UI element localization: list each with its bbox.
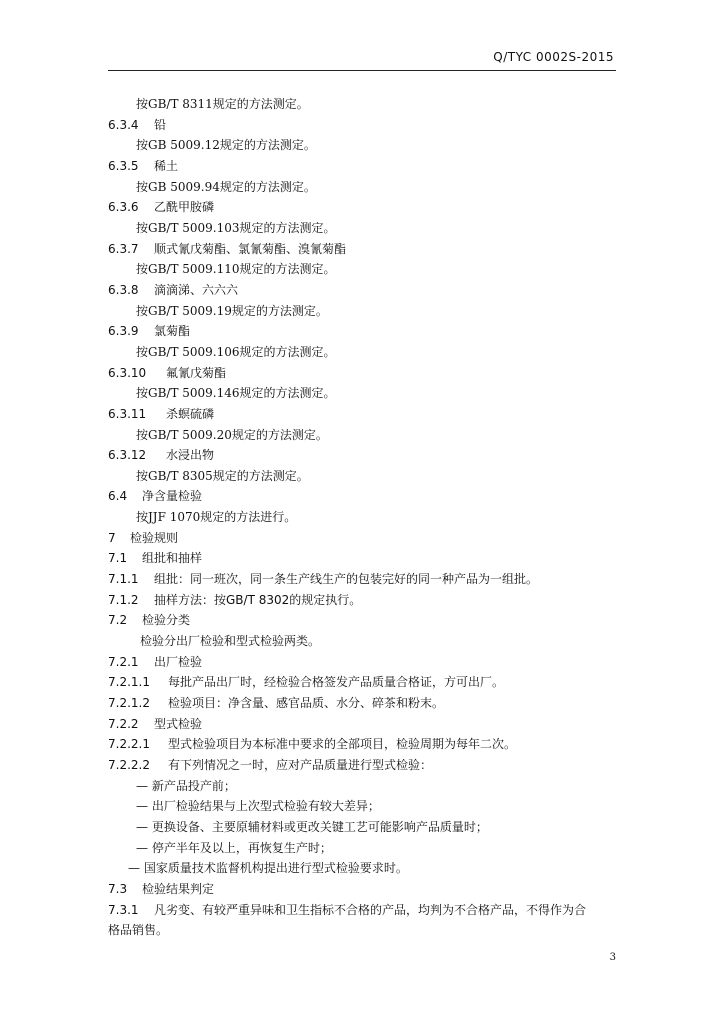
section-number: 7.2.1.2 — [108, 696, 150, 711]
section-title: 每批产品出厂时，经检验合格签发产品质量合格证，方可出厂。 — [168, 675, 505, 690]
section-title: 型式检验 — [154, 716, 203, 731]
body-text — [108, 259, 618, 280]
section-heading — [108, 239, 618, 260]
section-title: 氯菊酯 — [154, 324, 191, 339]
section-number: 7.2 — [108, 613, 128, 628]
body-text — [108, 838, 618, 859]
section-heading — [108, 115, 618, 136]
body-text — [108, 94, 618, 115]
section-heading — [108, 363, 618, 384]
section-heading — [108, 528, 618, 549]
section-title: 顺式氰戊菊酯、氯氰菊酯、溴氰菊酯 — [154, 241, 347, 256]
section-number: 6.3.10 — [108, 365, 147, 380]
paragraph-text: — 停产半年及以上，再恢复生产时； — [136, 840, 332, 855]
section-title: 出厂检验 — [154, 654, 203, 669]
section-title: 铅 — [154, 117, 167, 132]
body-text — [108, 817, 618, 838]
section-title: 滴滴涕、六六六 — [154, 282, 239, 297]
section-number: 7.3.1 — [108, 902, 139, 917]
section-title: 检验规则 — [130, 530, 179, 545]
section-number: 6.3.6 — [108, 200, 139, 215]
section-number: 6.3.7 — [108, 241, 139, 256]
page-header — [0, 0, 724, 80]
section-heading — [108, 610, 618, 631]
section-number: 7.1.2 — [108, 592, 139, 607]
section-title: 凡劣变、有较严重异味和卫生指标不合格的产品，均判为不合格产品，不得作为合 — [154, 902, 587, 917]
section-number: 7.2.2.1 — [108, 737, 150, 752]
section-title: 稀土 — [154, 158, 179, 173]
body-text — [108, 342, 618, 363]
section-number: 7.2.1 — [108, 654, 139, 669]
section-title: 组批和抽样 — [142, 551, 203, 566]
body-text — [108, 920, 618, 941]
section-title: 检验分类 — [142, 613, 191, 628]
paragraph-text: 按JJF 1070规定的方法进行。 — [136, 510, 297, 525]
paragraph-text: 按GB/T 5009.110规定的方法测定。 — [136, 262, 336, 277]
section-title: 检验项目：净含量、感官品质、水分、碎茶和粉末。 — [168, 696, 445, 711]
section-number: 6.4 — [108, 489, 128, 504]
document-body — [108, 94, 618, 941]
section-number: 7 — [108, 530, 116, 545]
section-title: 有下列情况之一时，应对产品质量进行型式检验： — [168, 758, 433, 772]
paragraph-text: 按GB/T 5009.146规定的方法测定。 — [136, 386, 336, 401]
body-text — [108, 383, 618, 404]
section-title: 净含量检验 — [142, 489, 203, 504]
section-title: 型式检验项目为本标准中要求的全部项目，检验周期为每年二次。 — [168, 737, 517, 752]
paragraph-text: — 新产品投产前； — [136, 778, 236, 793]
body-text — [108, 135, 618, 156]
paragraph-text: 按GB/T 8311规定的方法测定。 — [136, 97, 309, 111]
section-heading — [108, 404, 618, 425]
section-heading — [108, 693, 618, 714]
section-heading — [108, 900, 618, 921]
section-number: 6.3.9 — [108, 324, 139, 339]
section-heading — [108, 445, 618, 466]
section-number: 6.3.5 — [108, 158, 139, 173]
section-title: 抽样方法：按GB/T 8302的规定执行。 — [154, 592, 362, 607]
section-heading — [108, 197, 618, 218]
section-heading — [108, 652, 618, 673]
paragraph-text: — 更换设备、主要原辅材料或更改关键工艺可能影响产品质量时； — [136, 819, 488, 834]
section-heading — [108, 548, 618, 569]
paragraph-text: 按GB/T 5009.103规定的方法测定。 — [136, 220, 336, 235]
section-title: 组批：同一班次，同一条生产线生产的包装完好的同一种产品为一组批。 — [154, 572, 539, 587]
body-text — [108, 631, 618, 652]
body-text — [108, 425, 618, 446]
section-heading — [108, 321, 618, 342]
paragraph-text: — 出厂检验结果与上次型式检验有较大差异； — [136, 799, 380, 814]
section-heading — [108, 734, 618, 755]
paragraph-text: 格品销售。 — [108, 923, 169, 938]
section-title: 检验结果判定 — [142, 881, 215, 896]
body-text — [108, 858, 618, 879]
body-text — [108, 466, 618, 487]
section-number: 7.2.1.1 — [108, 675, 150, 690]
body-text — [108, 177, 618, 198]
paragraph-text: 按GB/T 5009.106规定的方法测定。 — [136, 344, 336, 359]
paragraph-text: 按GB 5009.12规定的方法测定。 — [136, 138, 316, 153]
section-heading — [108, 672, 618, 693]
section-heading — [108, 280, 618, 301]
paragraph-text: 按GB/T 5009.19规定的方法测定。 — [136, 303, 328, 318]
section-title: 水浸出物 — [166, 448, 215, 463]
section-number: 6.3.8 — [108, 282, 139, 297]
header-rule — [108, 70, 616, 71]
section-number: 7.2.2.2 — [108, 758, 150, 772]
body-text — [108, 776, 618, 797]
section-number: 7.2.2 — [108, 716, 139, 731]
page-number: 3 — [609, 952, 616, 963]
body-text — [108, 796, 618, 817]
section-title: 氟氰戊菊酯 — [166, 365, 227, 380]
paragraph-text: 按GB/T 5009.20规定的方法测定。 — [136, 427, 328, 442]
section-number: 6.3.4 — [108, 117, 139, 132]
section-number: 6.3.11 — [108, 406, 147, 421]
section-heading — [108, 156, 618, 177]
section-heading — [108, 714, 618, 735]
body-text — [108, 301, 618, 322]
section-heading — [108, 590, 618, 611]
section-title: 杀螟硫磷 — [166, 406, 215, 421]
paragraph-text: 按GB 5009.94规定的方法测定。 — [136, 179, 316, 194]
paragraph-text: 检验分出厂检验和型式检验两类。 — [140, 634, 321, 649]
standard-code: Q/TYC 0002S-2015 — [493, 50, 614, 64]
section-heading — [108, 569, 618, 590]
section-heading — [108, 486, 618, 507]
section-number: 7.1 — [108, 551, 128, 566]
paragraph-text: — 国家质量技术监督机构提出进行型式检验要求时。 — [128, 861, 408, 876]
section-heading — [108, 755, 618, 776]
section-number: 6.3.12 — [108, 448, 147, 463]
section-heading — [108, 879, 618, 900]
body-text — [108, 218, 618, 239]
paragraph-text: 按GB/T 8305规定的方法测定。 — [136, 468, 309, 483]
section-number: 7.1.1 — [108, 572, 139, 587]
section-title: 乙酰甲胺磷 — [154, 200, 215, 215]
body-text — [108, 507, 618, 528]
section-number: 7.3 — [108, 881, 128, 896]
